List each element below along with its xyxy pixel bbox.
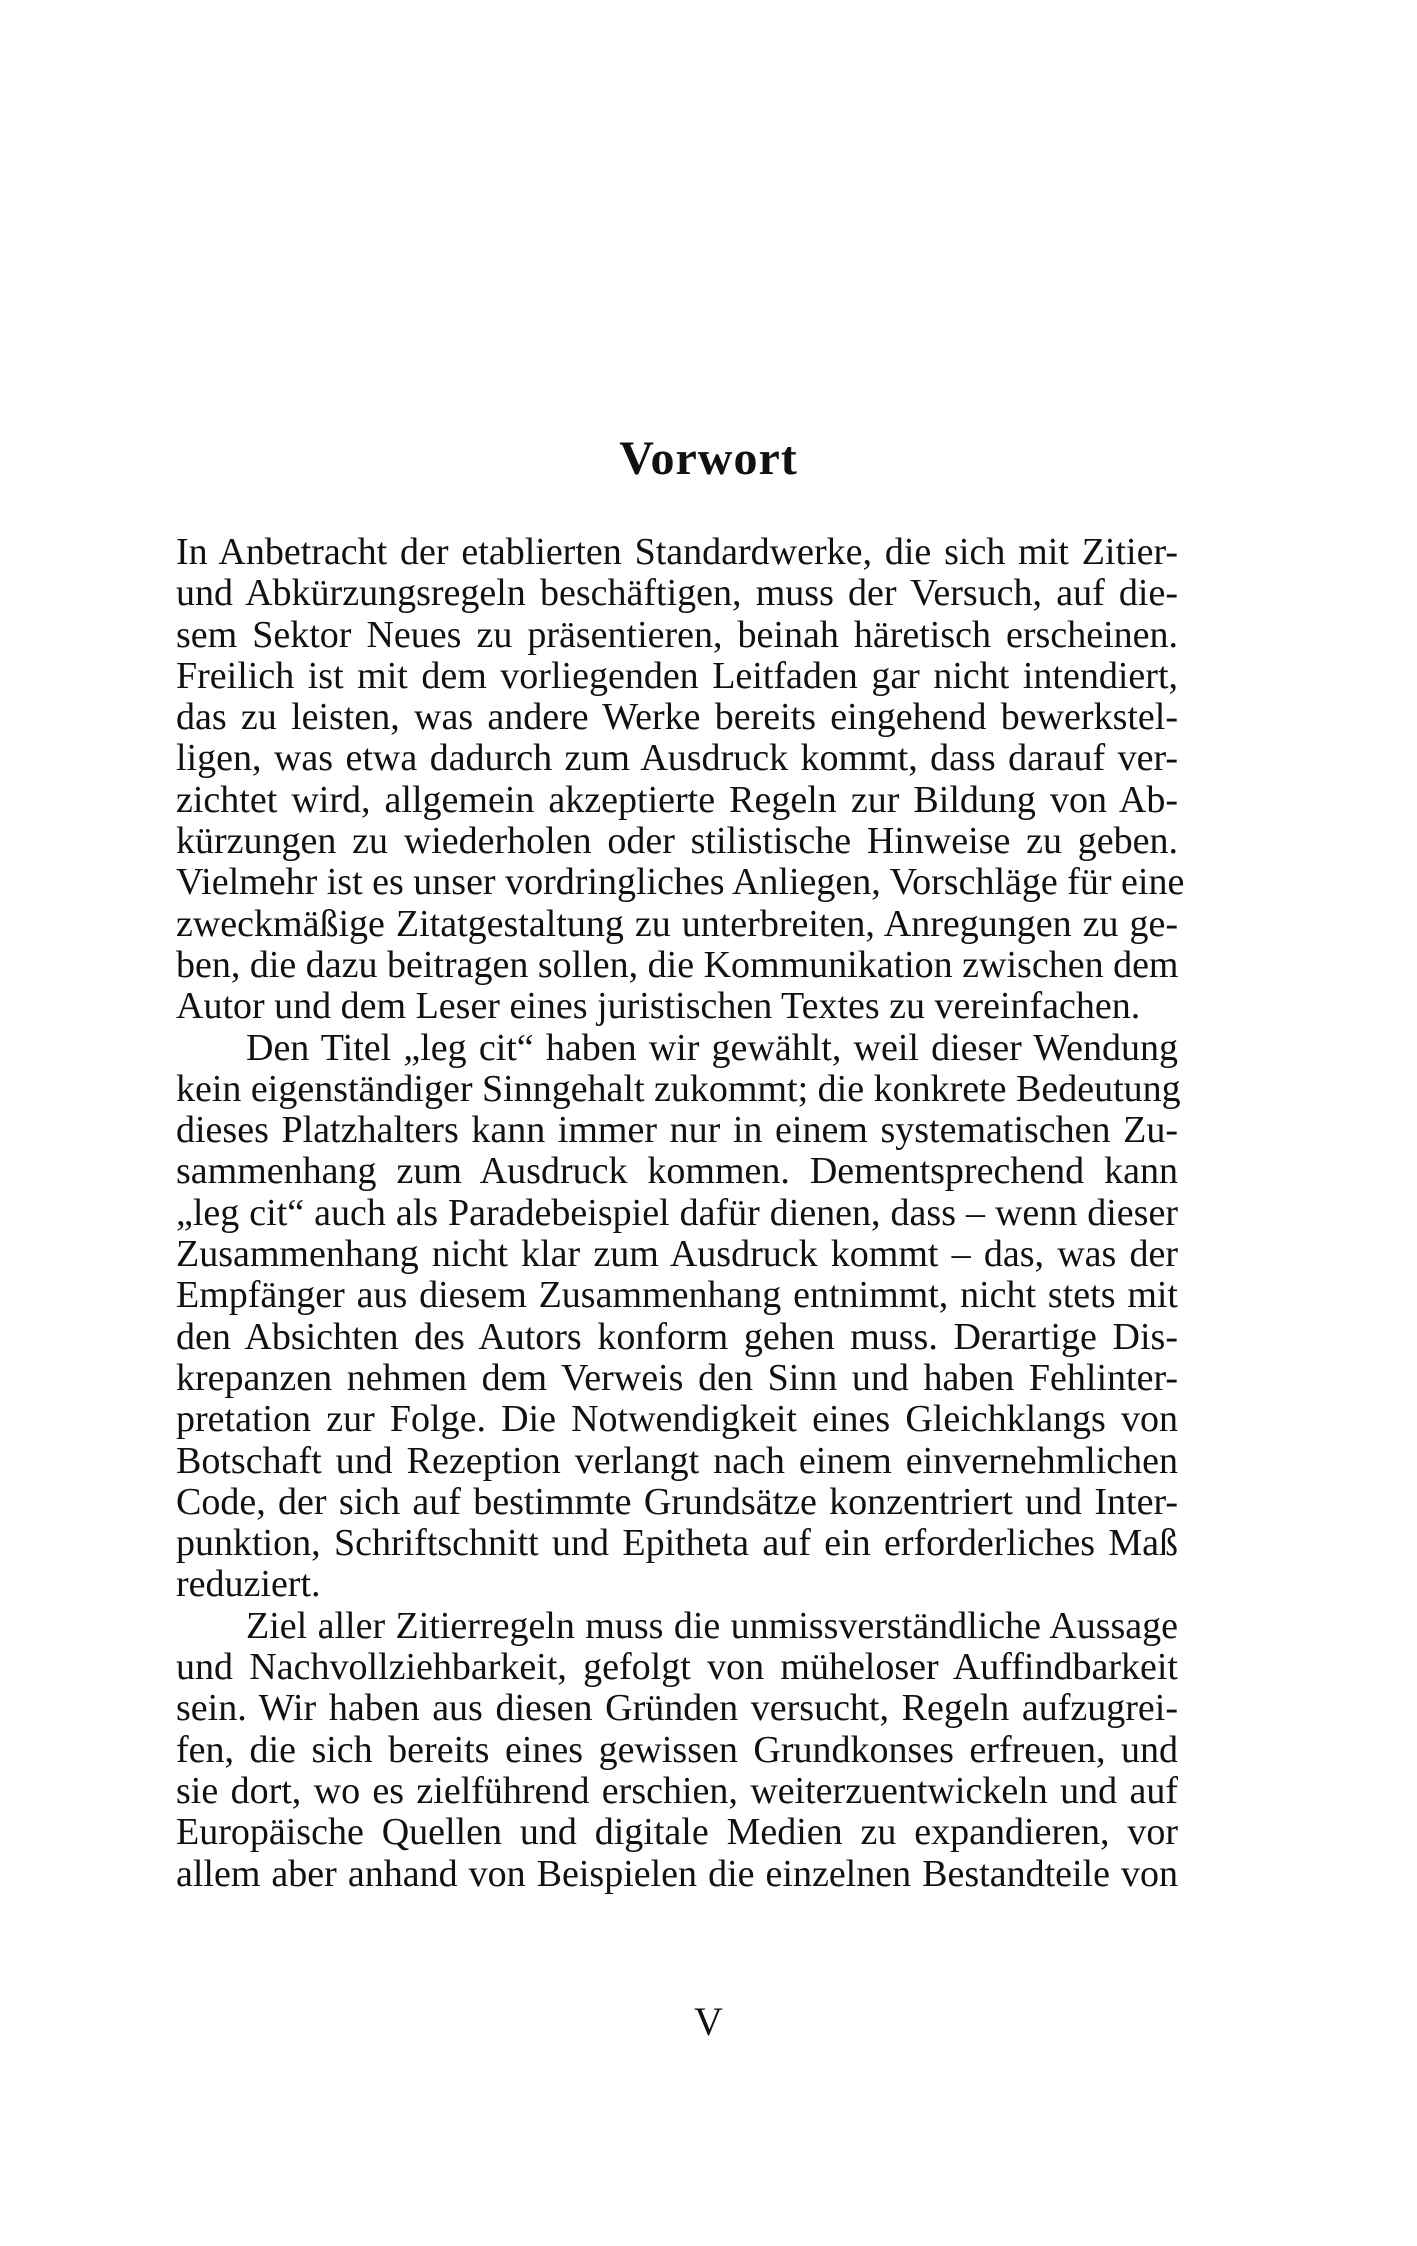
paragraph [176, 1026, 1181, 1606]
text-line: sem Sektor Neues zu präsentieren, beinah häretisch erscheinen. [176, 613, 1178, 656]
page-number: V [694, 1999, 723, 2044]
text-line: kein eigenständiger Sinngehalt zukommt; die konkrete Bedeutung [176, 1067, 1181, 1110]
text-line: In Anbetracht der etablierten Standardwerke, die sich mit Zitier- [176, 531, 1178, 573]
text-line: den Absichten des Autors konform gehen muss. Derartige Dis- [176, 1315, 1178, 1358]
text-line: Den Titel „leg cit“ haben wir gewählt, weil dieser Wendung [246, 1026, 1178, 1069]
text-line: und Nachvollziehbarkeit, gefolgt von müheloser Auffindbarkeit [176, 1646, 1178, 1689]
text-line: reduziert. [176, 1563, 321, 1606]
text-line: Botschaft und Rezeption verlangt nach einem einvernehmlichen [176, 1439, 1178, 1482]
text-line: dieses Platzhalters kann immer nur in einem systematischen Zu- [176, 1109, 1178, 1152]
text-line: „leg cit“ auch als Paradebeispiel dafür dienen, dass – wenn dieser [176, 1191, 1178, 1234]
text-line: und Abkürzungsregeln beschäftigen, muss der Versuch, auf die- [176, 572, 1178, 615]
text-line: zweckmäßige Zitatgestaltung zu unterbreiten, Anregungen zu ge- [176, 902, 1178, 945]
text-line: sammenhang zum Ausdruck kommen. Dementsprechend kann [176, 1150, 1178, 1193]
text-line: kürzungen zu wiederholen oder stilistische Hinweise zu geben. [176, 820, 1178, 863]
text-line: ben, die dazu beitragen sollen, die Kommunikation zwischen dem [176, 943, 1179, 986]
text-line: Empfänger aus diesem Zusammenhang entnimmt, nicht stets mit [176, 1274, 1178, 1317]
text-line: allem aber anhand von Beispielen die einzelnen Bestandteile von [176, 1852, 1178, 1895]
text-line: Europäische Quellen und digitale Medien zu expandieren, vor [176, 1811, 1178, 1854]
text-line: Code, der sich auf bestimmte Grundsätze konzentriert und Inter- [176, 1480, 1178, 1523]
text-line: zichtet wird, allgemein akzeptierte Regeln zur Bildung von Ab- [176, 778, 1178, 821]
text-line: sie dort, wo es zielführend erschien, weiterzuentwickeln und auf [176, 1769, 1178, 1812]
text-line: pretation zur Folge. Die Notwendigkeit eines Gleichklangs von [176, 1398, 1178, 1441]
page-title: Vorwort [619, 432, 798, 485]
text-line: Ziel aller Zitierregeln muss die unmissverständliche Aussage [246, 1604, 1178, 1647]
text-line: ligen, was etwa dadurch zum Ausdruck kommt, dass darauf ver- [176, 737, 1178, 780]
text-line: fen, die sich bereits eines gewissen Grundkonses erfreuen, und [176, 1728, 1178, 1771]
text-line: Vielmehr ist es unser vordringliches Anliegen, Vorschläge für eine [176, 861, 1185, 904]
text-line: punktion, Schriftschnitt und Epitheta auf ein erforderliches Maß [176, 1522, 1178, 1565]
body-text [176, 531, 1185, 1895]
text-line: das zu leisten, was andere Werke bereits eingehend bewerkstel- [176, 696, 1178, 739]
text-line: krepanzen nehmen dem Verweis den Sinn und haben Fehlinter- [176, 1356, 1178, 1399]
text-line: Freilich ist mit dem vorliegenden Leitfaden gar nicht intendiert, [176, 654, 1178, 697]
text-line: Zusammenhang nicht klar zum Ausdruck kommt – das, was der [176, 1233, 1178, 1276]
paragraph [176, 1606, 1178, 1895]
paragraph [176, 531, 1185, 1028]
text-line: Autor und dem Leser eines juristischen Textes zu vereinfachen. [176, 985, 1141, 1028]
text-line: sein. Wir haben aus diesen Gründen versucht, Regeln aufzugrei- [176, 1687, 1178, 1730]
